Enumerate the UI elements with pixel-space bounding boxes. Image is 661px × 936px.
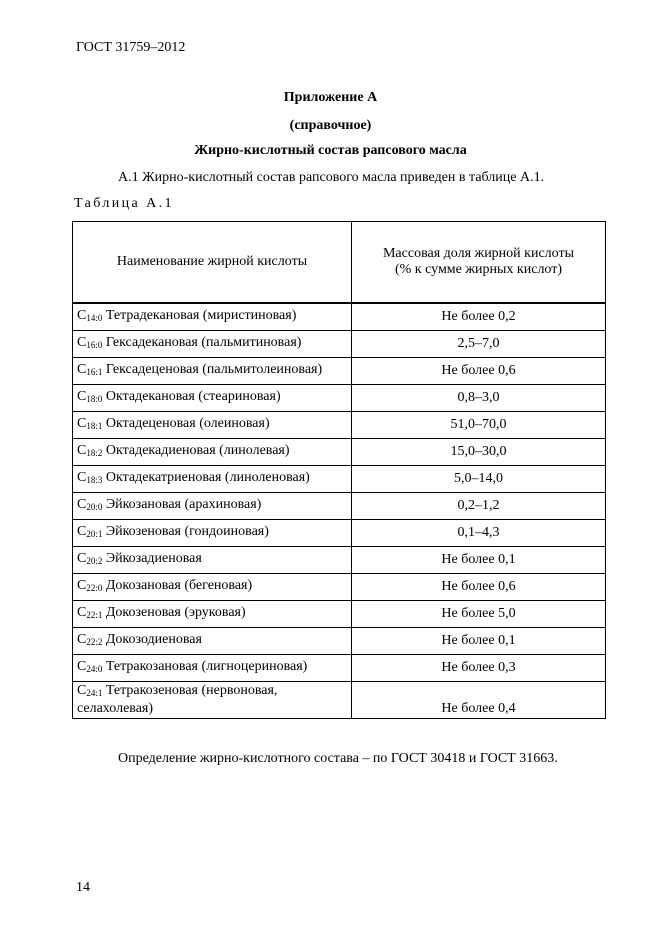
formula-subscript: 22:0 (86, 583, 103, 593)
table-row (73, 574, 606, 601)
acid-name: Эйкозановая (арахиновая) (105, 497, 262, 512)
acid-formula (77, 443, 102, 458)
formula-subscript: 20:1 (86, 529, 103, 539)
acid-formula (77, 308, 102, 323)
acid-name-cell (73, 520, 352, 547)
method-reference: Определение жирно-кислотного состава – по ГОСТ 30418 и ГОСТ 31663. (118, 751, 558, 766)
acid-name-cell (73, 412, 352, 439)
formula-letter: С (77, 683, 87, 698)
acid-name: Октадеценовая (олеиновая) (105, 416, 270, 431)
table-row (73, 358, 606, 385)
formula-subscript: 18:3 (86, 475, 103, 485)
acid-name: Докозеновая (эруковая) (105, 605, 246, 620)
table-row (73, 601, 606, 628)
acid-formula (77, 362, 102, 377)
header-mass-fraction-line1: Массовая доля жирной кислоты (382, 246, 575, 261)
appendix-subject: Жирно-кислотный состав рапсового масла (194, 143, 467, 158)
formula-letter: С (77, 497, 87, 512)
acid-name: Эйкозеновая (гондоиновая) (105, 524, 269, 539)
formula-subscript: 16:0 (86, 340, 103, 350)
table-row (73, 520, 606, 547)
table-caption: Таблица А.1 (74, 196, 174, 211)
mass-fraction-value: 15,0–30,0 (352, 439, 606, 466)
formula-subscript: 20:0 (86, 502, 103, 512)
formula-letter: С (77, 632, 87, 647)
table-row (73, 655, 606, 682)
formula-letter: С (77, 362, 87, 377)
mass-fraction-value: Не более 0,1 (352, 547, 606, 574)
acid-name-cell (73, 466, 352, 493)
intro-paragraph: А.1 Жирно-кислотный состав рапсового масла приведен в таблице А.1. (118, 170, 545, 185)
mass-fraction-value: 51,0–70,0 (352, 412, 606, 439)
header-mass-fraction (352, 222, 606, 304)
acid-formula (77, 551, 102, 566)
acid-name-cell (73, 682, 352, 719)
acid-formula (77, 632, 102, 647)
mass-fraction-value: Не более 0,2 (352, 303, 606, 331)
acid-name-cell (73, 358, 352, 385)
acid-formula (77, 578, 102, 593)
document-header: ГОСТ 31759–2012 (76, 40, 186, 55)
acid-formula (77, 389, 102, 404)
fatty-acid-table (72, 221, 606, 719)
formula-subscript: 18:2 (86, 448, 103, 458)
page-number: 14 (76, 880, 90, 895)
mass-fraction-value: 2,5–7,0 (352, 331, 606, 358)
formula-letter: С (77, 524, 87, 539)
formula-letter: С (77, 335, 87, 350)
acid-formula (77, 659, 102, 674)
acid-name-cell (73, 574, 352, 601)
acid-name-cell (73, 547, 352, 574)
formula-letter: С (77, 578, 87, 593)
table-row (73, 547, 606, 574)
mass-fraction-value: 5,0–14,0 (352, 466, 606, 493)
table-row (73, 303, 606, 331)
formula-subscript: 24:1 (86, 688, 103, 698)
table-row (73, 385, 606, 412)
acid-name-cell (73, 655, 352, 682)
acid-name-cell (73, 439, 352, 466)
formula-subscript: 18:1 (86, 421, 103, 431)
acid-name: Гексадекановая (пальмитиновая) (105, 335, 302, 350)
table-row (73, 628, 606, 655)
acid-formula (77, 524, 102, 539)
formula-subscript: 22:2 (86, 637, 103, 647)
acid-formula (77, 497, 102, 512)
acid-formula (77, 416, 102, 431)
formula-letter: С (77, 416, 87, 431)
acid-name: Докозановая (бегеновая) (105, 578, 253, 593)
table-row (73, 466, 606, 493)
formula-subscript: 14:0 (86, 313, 103, 323)
acid-name: Октадекановая (стеариновая) (105, 389, 281, 404)
mass-fraction-value: Не более 0,6 (352, 358, 606, 385)
mass-fraction-value: Не более 0,6 (352, 574, 606, 601)
acid-name-cell (73, 331, 352, 358)
mass-fraction-value: Не более 0,1 (352, 628, 606, 655)
acid-name: Тетракозеновая (нервоновая, селахолевая) (77, 683, 278, 716)
mass-fraction-value: 0,2–1,2 (352, 493, 606, 520)
table-row (73, 493, 606, 520)
acid-formula (77, 335, 102, 350)
mass-fraction-value: Не более 0,3 (352, 655, 606, 682)
formula-subscript: 24:0 (86, 664, 103, 674)
acid-name-cell (73, 493, 352, 520)
acid-formula (77, 470, 102, 485)
header-mass-fraction-line2: (% к сумме жирных кислот) (394, 262, 563, 277)
acid-name: Октадекатриеновая (линоленовая) (105, 470, 310, 485)
acid-formula (77, 605, 102, 620)
formula-letter: С (77, 389, 87, 404)
acid-name: Эйкозадиеновая (105, 551, 202, 566)
acid-name-cell (73, 628, 352, 655)
formula-letter: С (77, 308, 87, 323)
mass-fraction-value: Не более 0,4 (352, 682, 606, 719)
table-row (73, 412, 606, 439)
appendix-status: (справочное) (289, 118, 372, 133)
acid-name: Тетрадекановая (миристиновая) (105, 308, 297, 323)
acid-name: Докозодиеновая (105, 632, 202, 647)
mass-fraction-value: 0,1–4,3 (352, 520, 606, 547)
formula-letter: С (77, 659, 87, 674)
formula-letter: С (77, 551, 87, 566)
header-acid-name: Наименование жирной кислоты (73, 222, 352, 304)
table-header-row (73, 222, 606, 304)
acid-formula (77, 683, 102, 698)
formula-subscript: 16:1 (86, 367, 103, 377)
acid-name: Тетракозановая (лигноцериновая) (105, 659, 308, 674)
formula-letter: С (77, 605, 87, 620)
mass-fraction-value: 0,8–3,0 (352, 385, 606, 412)
mass-fraction-value: Не более 5,0 (352, 601, 606, 628)
formula-letter: С (77, 470, 87, 485)
formula-subscript: 20:2 (86, 556, 103, 566)
acid-name: Гексадеценовая (пальмитолеиновая) (105, 362, 323, 377)
table-row (73, 682, 606, 719)
formula-letter: С (77, 443, 87, 458)
acid-name-cell (73, 385, 352, 412)
table-row (73, 439, 606, 466)
acid-name-cell (73, 601, 352, 628)
appendix-title: Приложение А (283, 90, 378, 105)
acid-name: Октадекадиеновая (линолевая) (105, 443, 290, 458)
formula-subscript: 22:1 (86, 610, 103, 620)
formula-subscript: 18:0 (86, 394, 103, 404)
table-row (73, 331, 606, 358)
acid-name-cell (73, 303, 352, 331)
